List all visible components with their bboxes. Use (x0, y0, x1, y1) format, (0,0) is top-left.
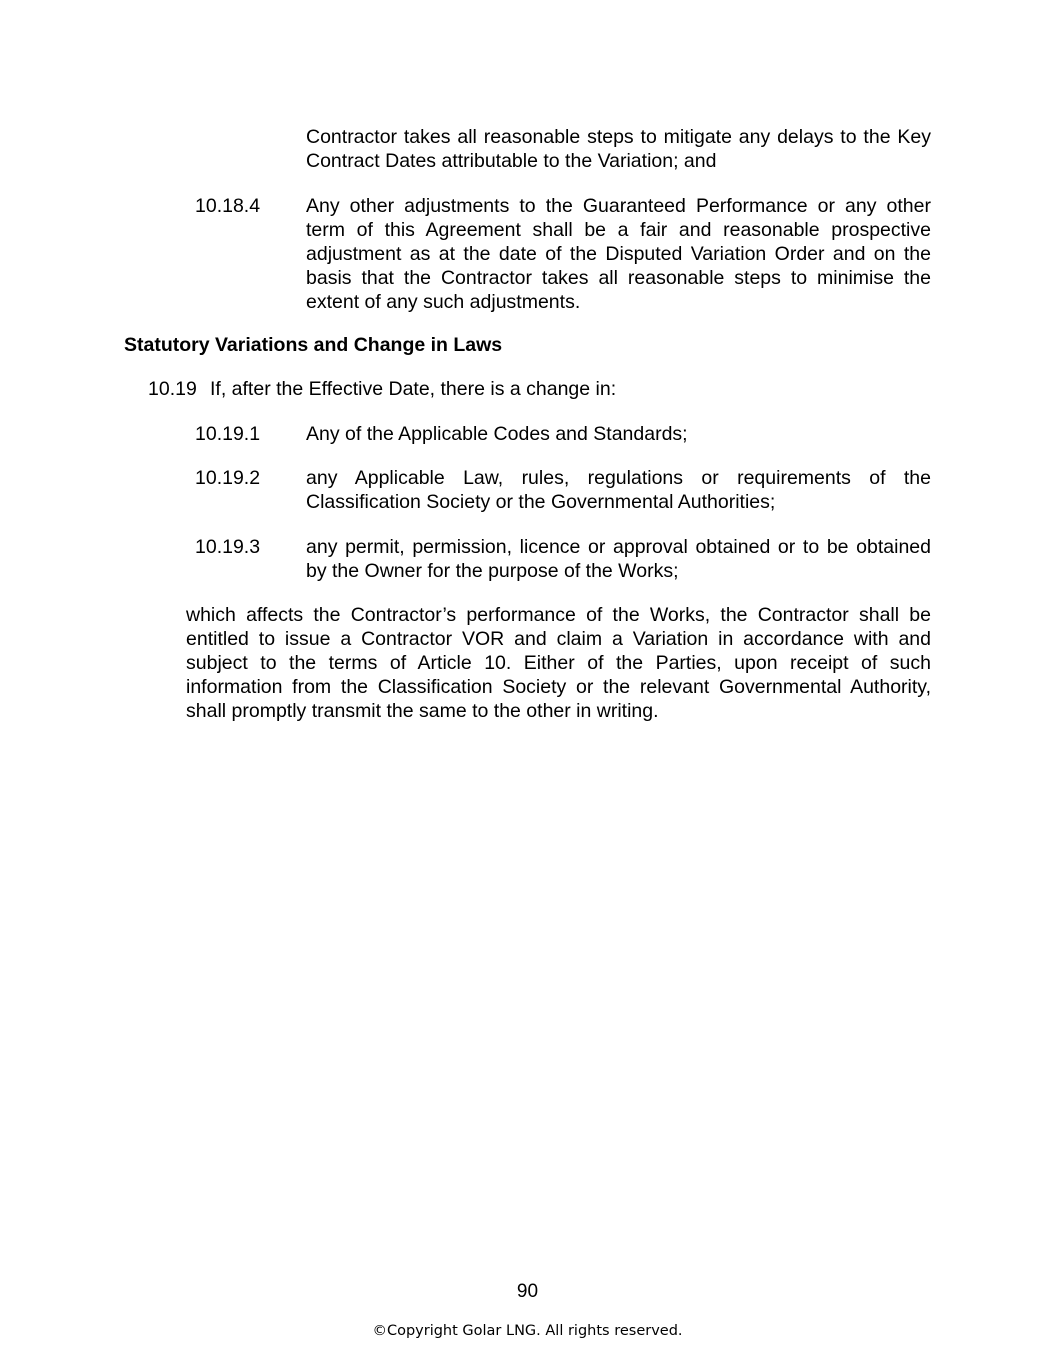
closing-paragraph: which affects the Contractor’s performance of the Works, the Contractor shall be entitled to issue a Contractor VOR and claim a Variation in accordance with and subject to the terms of Article 10. Either of the Parties, upon receipt of such information from the Classification Society or the relevant Governmental Authority, shall promptly transmit the same to the other in writing. (186, 604, 931, 722)
subclause-text-10-19-2: any Applicable Law, rules, regulations or requirements of the Classification Society or the Governmental Authorities; (306, 467, 931, 513)
clause-number-10-18-4: 10.18.4 (195, 195, 261, 217)
continuation-paragraph: Contractor takes all reasonable steps to mitigate any delays to the Key Contract Dates attributable to the Variation; and (306, 126, 931, 172)
subclause-number-10-19-3: 10.19.3 (195, 536, 261, 558)
page-number: 90 (516, 1281, 539, 1302)
subclause-text-10-19-3: any permit, permission, licence or approval obtained or to be obtained by the Owner for the purpose of the Works; (306, 536, 931, 582)
subclause-text-10-19-1: Any of the Applicable Codes and Standards; (306, 423, 688, 445)
clause-text-10-18-4: Any other adjustments to the Guaranteed Performance or any other term of this Agreement shall be a fair and reasonable prospective adjustment as at the date of the Disputed Variation Order and on the basis that the Contractor takes all reasonable steps to minimise the extent of any such adjustments. (306, 195, 931, 313)
clause-number-10-19: 10.19 (148, 378, 197, 400)
subclause-number-10-19-2: 10.19.2 (195, 467, 261, 489)
clause-text-10-19: If, after the Effective Date, there is a change in: (210, 378, 617, 400)
section-heading: Statutory Variations and Change in Laws (124, 334, 503, 356)
copyright-notice: ©Copyright Golar LNG. All rights reserved. (372, 1323, 683, 1339)
subclause-number-10-19-1: 10.19.1 (195, 423, 261, 445)
